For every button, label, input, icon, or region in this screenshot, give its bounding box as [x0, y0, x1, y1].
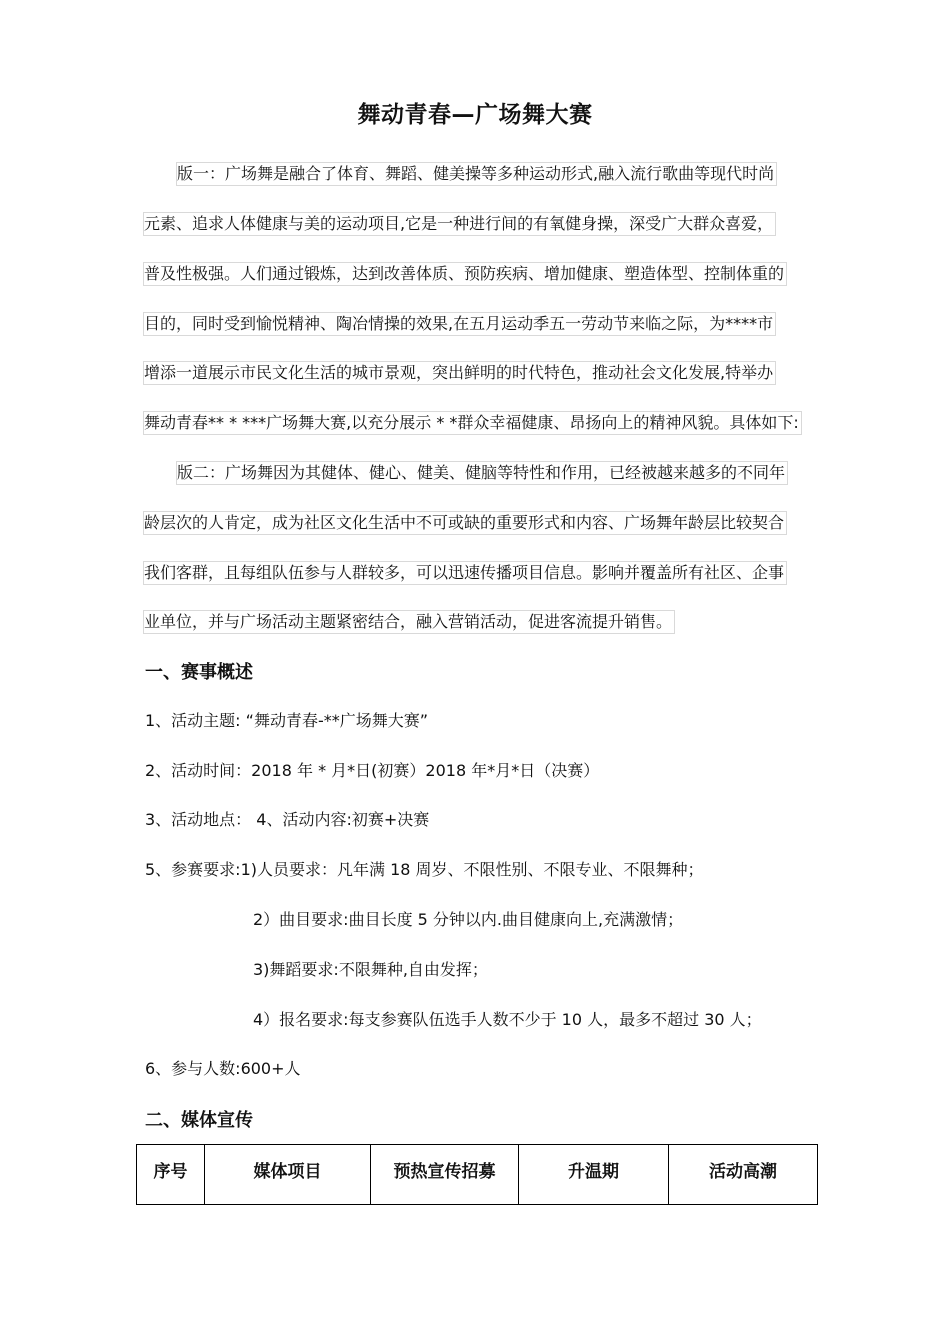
intro-p1-line-1: 版一：广场舞是融合了体育、舞蹈、健美操等多种运动形式,融入流行歌曲等现代时尚	[176, 162, 777, 186]
overview-item-3: 3、活动地点： 4、活动内容:初赛+决赛	[145, 810, 430, 829]
intro-p2-line-4: 业单位，并与广场活动主题紧密结合，融入营销活动，促进客流提升销售。	[143, 610, 675, 634]
overview-subitem-3: 3)舞蹈要求:不限舞种,自由发挥；	[253, 960, 488, 979]
col-header-heating-period: 升温期	[519, 1145, 669, 1205]
section-heading-media: 二、媒体宣传	[145, 1110, 253, 1131]
overview-item-1: 1、活动主题: “舞动青春-**广场舞大赛”	[145, 711, 429, 730]
col-header-media-project: 媒体项目	[205, 1145, 371, 1205]
section-heading-overview: 一、赛事概述	[145, 662, 253, 683]
intro-p2-line-1: 版二：广场舞因为其健体、健心、健美、健脑等特性和作用，已经被越来越多的不同年	[176, 461, 788, 485]
col-header-index: 序号	[137, 1145, 205, 1205]
overview-item-5: 5、参赛要求:1)人员要求：凡年满 18 周岁、不限性别、不限专业、不限舞种；	[145, 860, 704, 879]
document-title: 舞动青春—广场舞大赛	[357, 102, 593, 128]
media-table	[136, 1144, 818, 1205]
intro-p2-line-2: 龄层次的人肯定，成为社区文化生活中不可或缺的重要形式和内容、广场舞年龄层比较契合	[143, 511, 787, 535]
intro-p1-line-6: 舞动青春** * ***广场舞大赛,以充分展示 * *群众幸福健康、昂扬向上的精神风貌。具体如下:	[143, 411, 802, 435]
media-table-header-row	[137, 1145, 818, 1205]
col-header-climax: 活动高潮	[669, 1145, 818, 1205]
intro-p1-line-4: 目的，同时受到愉悦精神、陶冶情操的效果,在五月运动季五一劳动节来临之际，为****市	[143, 312, 776, 336]
intro-p2-line-3: 我们客群，且每组队伍参与人群较多，可以迅速传播项目信息。影响并覆盖所有社区、企事	[143, 561, 787, 585]
intro-p1-line-5: 增添一道展示市民文化生活的城市景观，突出鲜明的时代特色，推动社会文化发展,特举办	[143, 361, 776, 385]
overview-subitem-2: 2）曲目要求:曲目长度 5 分钟以内.曲目健康向上,充满激情；	[253, 910, 684, 929]
intro-p1-line-2: 元素、追求人体健康与美的运动项目,它是一种进行间的有氧健身操，深受广大群众喜爱，	[143, 212, 776, 236]
overview-item-6: 6、参与人数:600+人	[145, 1059, 301, 1078]
overview-item-2: 2、活动时间：2018 年 * 月*日(初赛）2018 年*月*日（决赛）	[145, 761, 600, 780]
intro-p1-line-3: 普及性极强。人们通过锻炼，达到改善体质、预防疾病、增加健康、塑造体型、控制体重的	[143, 262, 787, 286]
overview-subitem-4: 4）报名要求:每支参赛队伍选手人数不少于 10 人，最多不超过 30 人；	[253, 1010, 762, 1029]
col-header-warmup-promo: 预热宣传招募	[371, 1145, 519, 1205]
